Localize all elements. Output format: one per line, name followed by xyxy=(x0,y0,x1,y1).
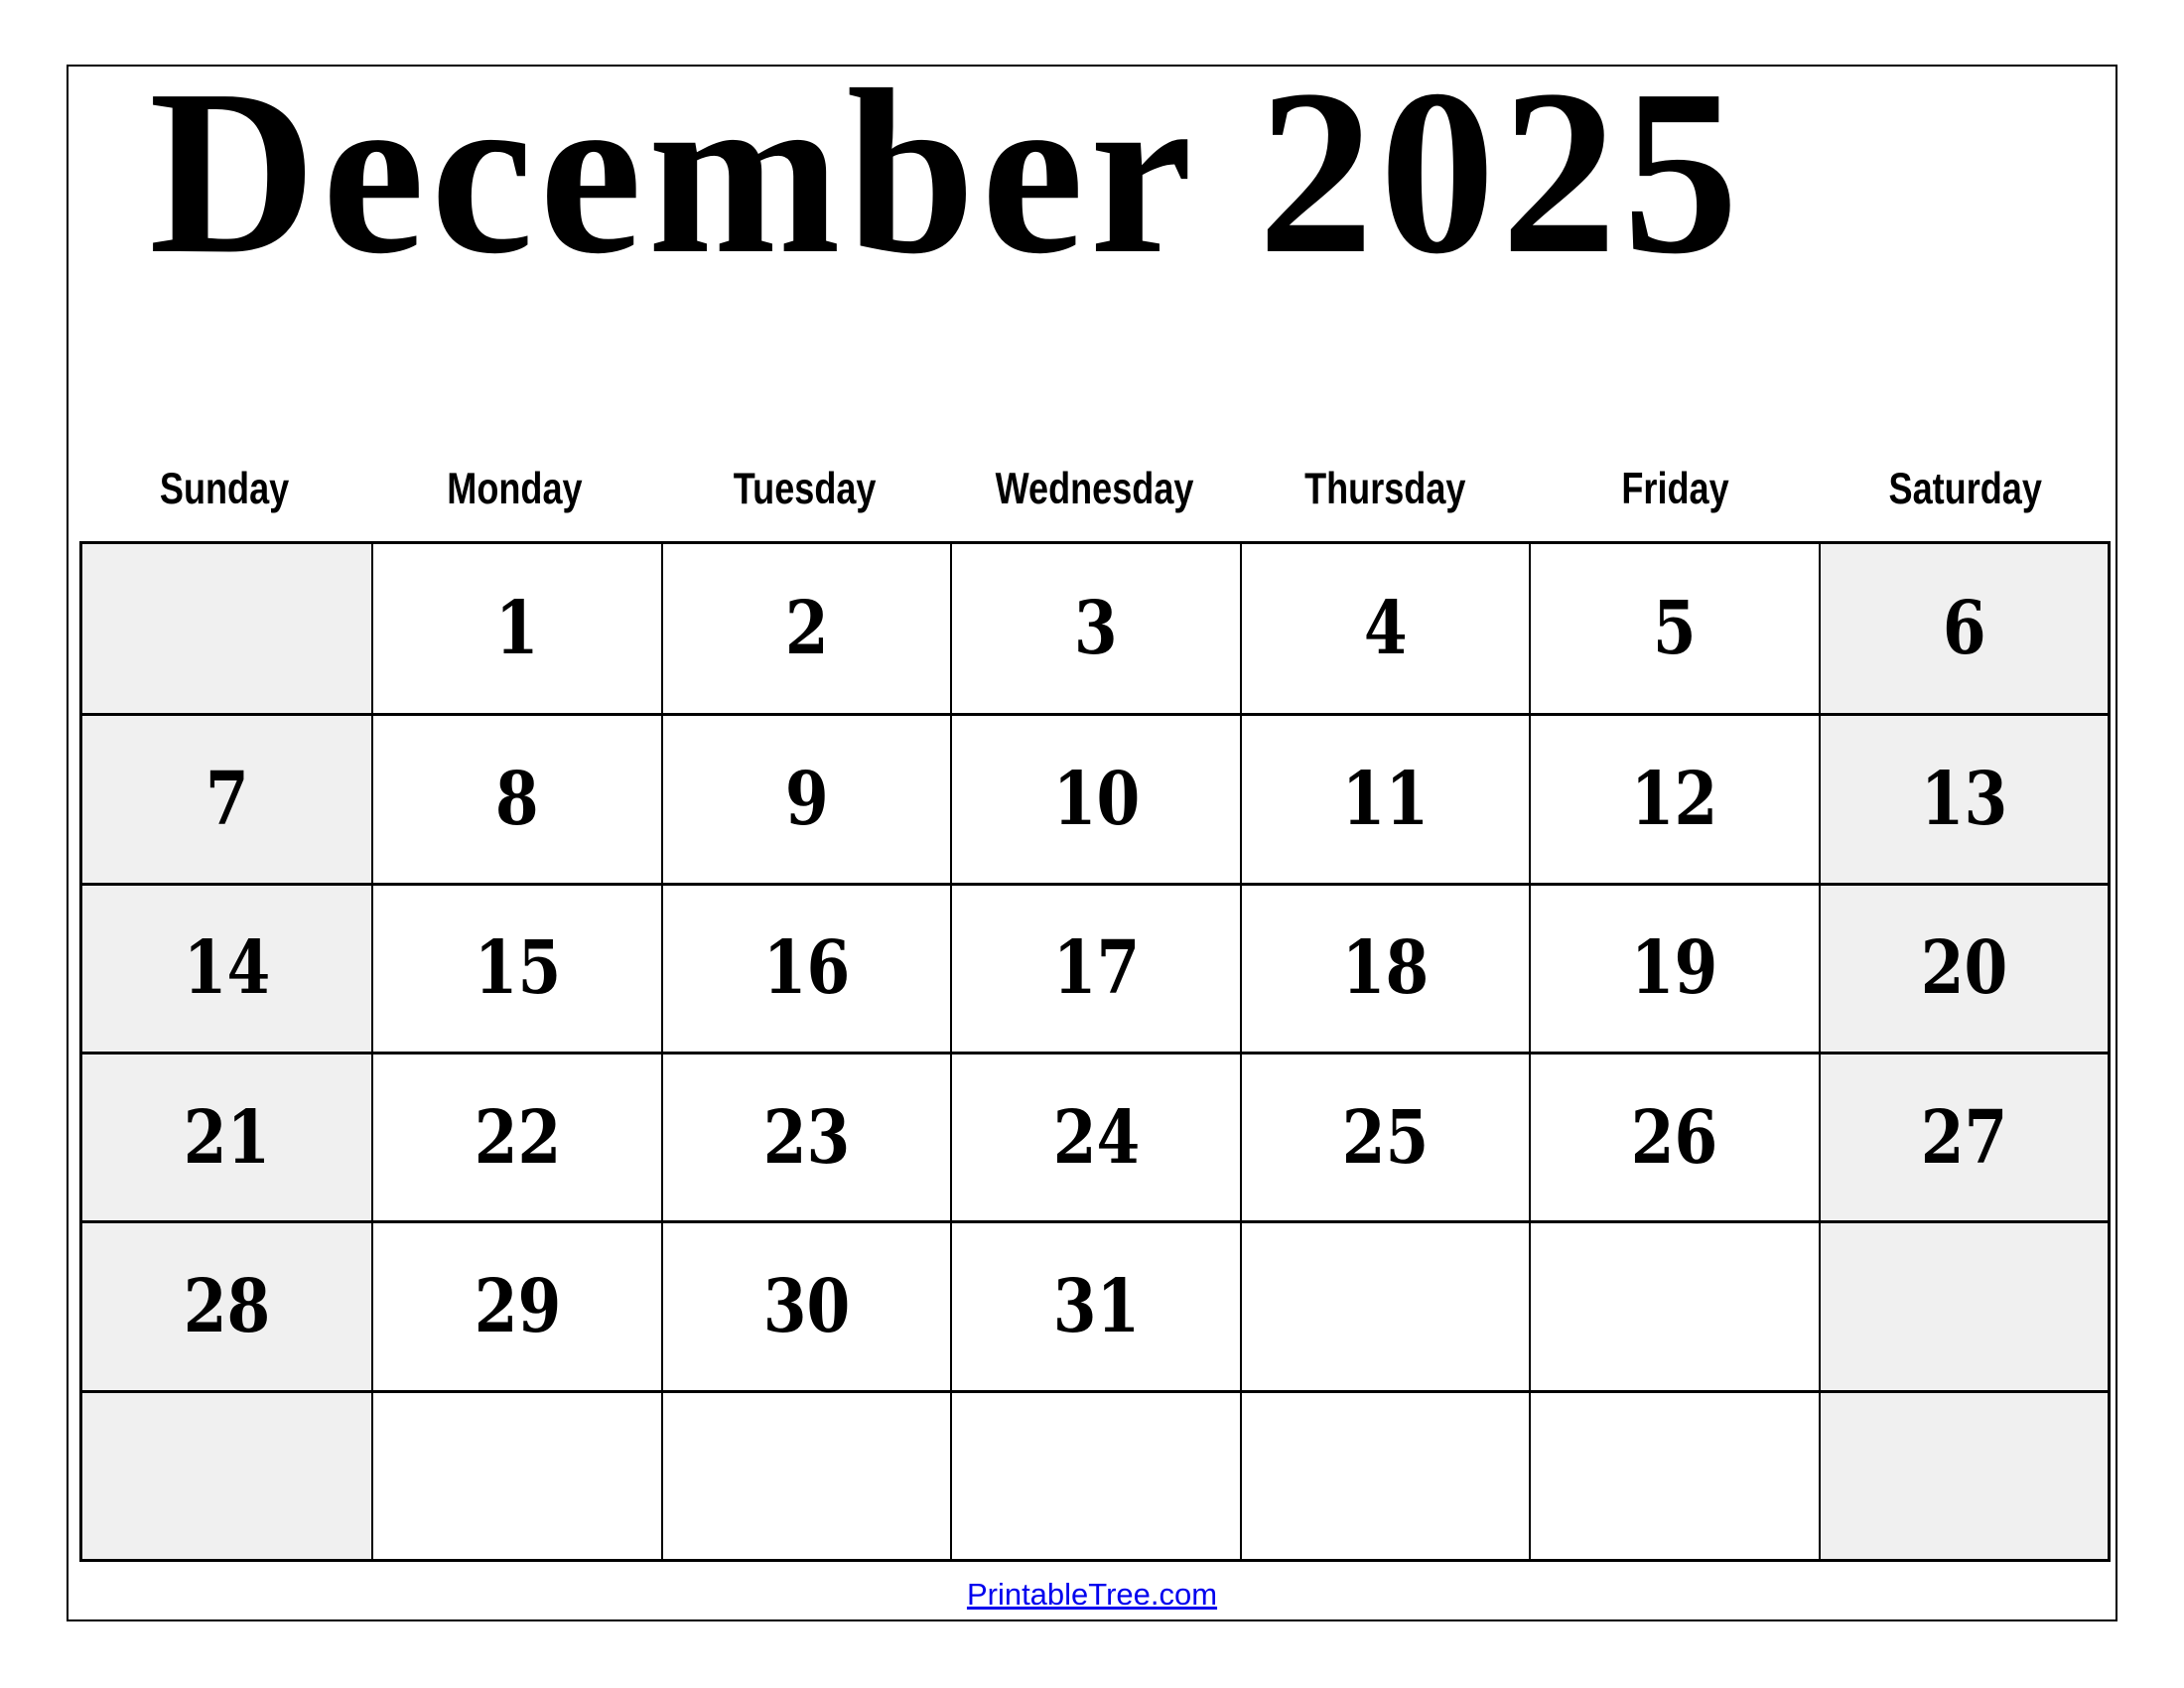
day-cell xyxy=(82,883,371,1052)
day-number: 13 xyxy=(1920,756,2008,842)
day-cell xyxy=(82,1220,371,1389)
day-cell xyxy=(661,1052,950,1220)
day-cell xyxy=(371,713,660,882)
calendar-grid xyxy=(79,541,2111,1562)
day-number: 6 xyxy=(1942,586,1986,672)
day-cell xyxy=(371,544,660,713)
weekday-header-thursday xyxy=(1240,463,1530,514)
month-title: December 2025 xyxy=(149,42,1745,303)
day-number: 5 xyxy=(1652,586,1697,672)
weekday-header-friday xyxy=(1530,463,1820,514)
day-number: 20 xyxy=(1920,925,2008,1012)
weekday-label: Wednesday xyxy=(996,463,1194,513)
day-number: 9 xyxy=(784,756,829,842)
weekday-label: Sunday xyxy=(159,463,290,513)
weekday-header-wednesday xyxy=(950,463,1240,514)
weekday-header-sunday xyxy=(79,463,369,514)
weekday-label: Saturday xyxy=(1888,463,2043,513)
day-number: 15 xyxy=(474,925,561,1012)
day-cell xyxy=(82,713,371,882)
footer xyxy=(67,1573,2117,1617)
day-cell xyxy=(371,1220,660,1389)
day-cell xyxy=(661,544,950,713)
day-cell xyxy=(661,1390,950,1559)
day-cell xyxy=(1819,1390,2108,1559)
day-number: 11 xyxy=(1341,756,1430,842)
weekday-header-saturday xyxy=(1821,463,2111,514)
day-number: 12 xyxy=(1631,756,1718,842)
day-number: 22 xyxy=(474,1094,561,1181)
day-number: 4 xyxy=(1363,586,1408,672)
day-number: 7 xyxy=(205,756,249,842)
day-number: 23 xyxy=(762,1094,851,1181)
day-cell xyxy=(1240,713,1529,882)
day-number: 24 xyxy=(1052,1094,1140,1181)
day-cell xyxy=(1819,883,2108,1052)
day-number: 26 xyxy=(1631,1094,1718,1181)
day-cell xyxy=(1529,1220,1818,1389)
day-cell xyxy=(950,713,1239,882)
weekday-label: Friday xyxy=(1621,463,1729,513)
day-number: 30 xyxy=(762,1263,851,1349)
day-cell xyxy=(371,883,660,1052)
day-number: 27 xyxy=(1920,1094,2008,1181)
day-cell xyxy=(950,1390,1239,1559)
day-cell xyxy=(950,1220,1239,1389)
day-number: 17 xyxy=(1052,925,1140,1012)
day-cell xyxy=(1819,1052,2108,1220)
day-cell xyxy=(950,1052,1239,1220)
day-number: 19 xyxy=(1631,925,1718,1012)
day-number: 3 xyxy=(1074,586,1118,672)
day-cell xyxy=(1529,883,1818,1052)
weekday-label: Thursday xyxy=(1304,463,1466,513)
day-cell xyxy=(661,713,950,882)
day-cell xyxy=(950,544,1239,713)
day-number: 25 xyxy=(1341,1094,1430,1181)
day-number: 2 xyxy=(784,586,829,672)
day-number: 1 xyxy=(495,586,540,672)
day-cell xyxy=(1529,1390,1818,1559)
printabletree-link[interactable]: PrintableTree.com xyxy=(966,1577,1218,1612)
day-cell xyxy=(1529,1052,1818,1220)
weekday-label: Tuesday xyxy=(733,463,877,513)
day-cell xyxy=(1240,544,1529,713)
day-cell xyxy=(950,883,1239,1052)
day-cell xyxy=(1529,544,1818,713)
day-cell xyxy=(82,544,371,713)
day-number: 21 xyxy=(183,1094,271,1181)
day-cell xyxy=(1240,1052,1529,1220)
day-number: 18 xyxy=(1341,925,1430,1012)
day-cell xyxy=(1240,883,1529,1052)
day-number: 16 xyxy=(762,925,851,1012)
day-number: 29 xyxy=(474,1263,561,1349)
day-cell xyxy=(1529,713,1818,882)
day-cell xyxy=(661,883,950,1052)
day-number: 28 xyxy=(183,1263,271,1349)
day-number: 14 xyxy=(183,925,271,1012)
day-cell xyxy=(1240,1390,1529,1559)
weekday-label: Monday xyxy=(447,463,583,513)
day-number: 8 xyxy=(495,756,540,842)
day-number: 10 xyxy=(1052,756,1140,842)
weekday-header-row xyxy=(79,463,2111,514)
weekday-header-monday xyxy=(369,463,659,514)
day-cell xyxy=(371,1052,660,1220)
weekday-header-tuesday xyxy=(660,463,950,514)
day-cell xyxy=(661,1220,950,1389)
day-cell xyxy=(1240,1220,1529,1389)
day-cell xyxy=(1819,544,2108,713)
day-cell xyxy=(1819,713,2108,882)
day-number: 31 xyxy=(1052,1263,1140,1349)
day-cell xyxy=(371,1390,660,1559)
day-cell xyxy=(82,1052,371,1220)
day-cell xyxy=(82,1390,371,1559)
day-cell xyxy=(1819,1220,2108,1389)
